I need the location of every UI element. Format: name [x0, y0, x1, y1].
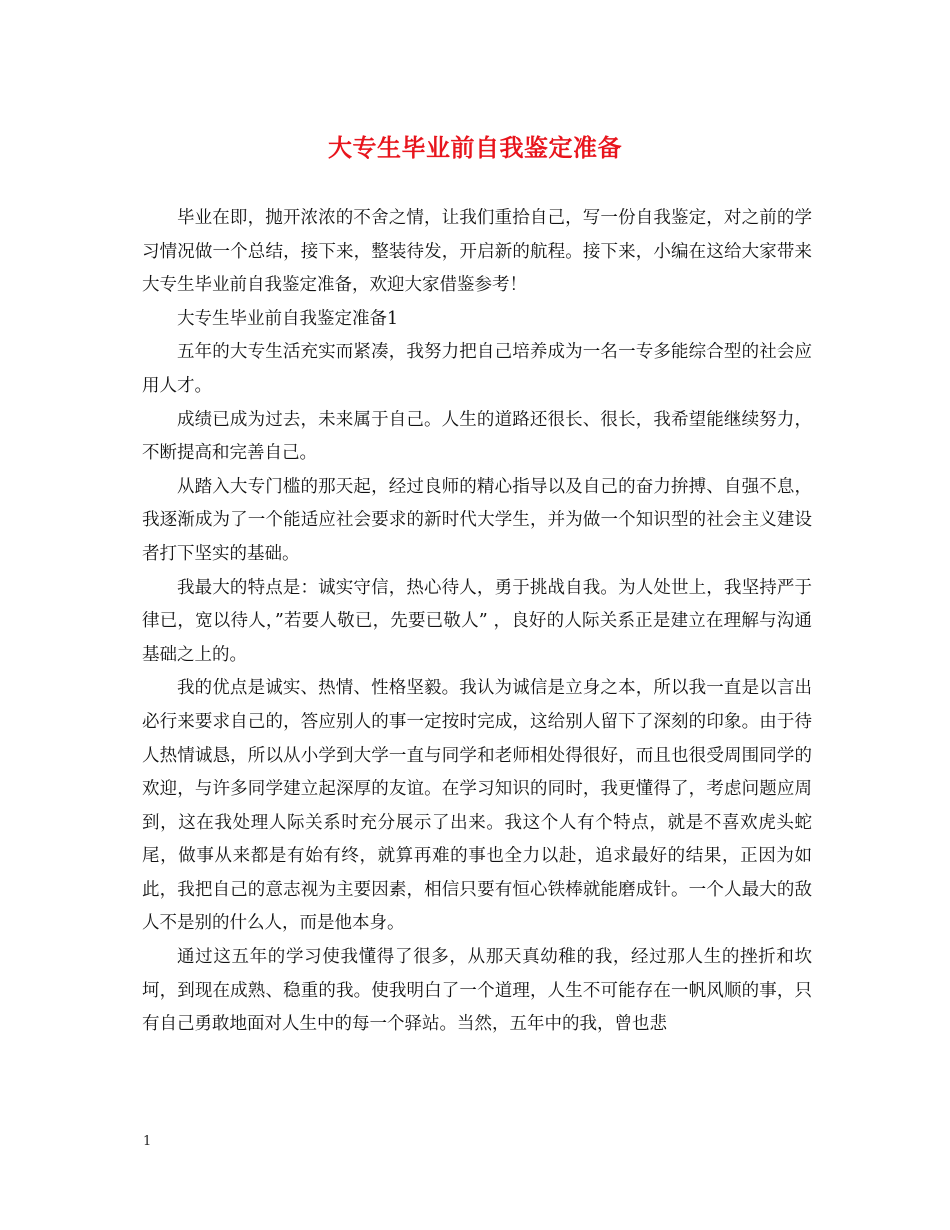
body-paragraph: 成绩已成为过去，未来属于自己。人生的道路还很长、很长，我希望能继续努力，不断提高和完善自己。 — [142, 409, 812, 464]
body-paragraph: 通过这五年的学习使我懂得了很多，从那天真幼稚的我，经过那人生的挫折和坎坷，到现在成熟、稳重的我。使我明白了一个道理，人生不可能存在一帆风顺的事，只有自己勇敢地面对人生中的每一个驿站。当然，五年中的我，曾也悲 — [142, 947, 812, 1035]
intro-paragraph: 毕业在即，抛开浓浓的不舍之情，让我们重拾自己，写一份自我鉴定，对之前的学习情况做一个总结，接下来，整装待发，开启新的航程。接下来，小编在这给大家带来大专生毕业前自我鉴定准备，欢迎大家借鉴参考！ — [142, 208, 812, 296]
page-number: 1 — [143, 1134, 152, 1149]
document-title: 大专生毕业前自我鉴定准备 — [328, 133, 622, 162]
body-paragraph: 五年的大专生活充实而紧凑，我努力把自己培养成为一名一专多能综合型的社会应用人才。 — [142, 342, 812, 396]
body-paragraph: 我最大的特点是：诚实守信，热心待人，勇于挑战自我。为人处世上，我坚持严于律已，宽以待人，”若要人敬已，先要已敬人” ，良好的人际关系正是建立在理解与沟通基础之上的。 — [142, 577, 812, 665]
body-paragraph: 我的优点是诚实、热情、性格坚毅。我认为诚信是立身之本，所以我一直是以言出必行来要求自己的，答应别人的事一定按时完成，这给别人留下了深刻的印象。由于待人热情诚恳，所以从小学到大学一直与同学和老师相处得很好，而且也很受周围同学的欢迎，与许多同学建立起深厚的友谊。在学习知识的同时，我更懂得了，考虑问题应周到，这在我处理人际关系时充分展示了出来。我这个人有个特点，就是不喜欢虎头蛇尾，做事从来都是有始有终，就算再难的事也全力以赴，追求最好的结果，正因为如此，我把自己的意志视为主要因素，相信只要有恒心铁棒就能磨成针。一个人最大的敌人不是别的什么人，而是他本身。 — [142, 678, 812, 934]
body-paragraph: 从踏入大专门槛的那天起，经过良师的精心指导以及自己的奋力拚搏、自强不息，我逐渐成为了一个能适应社会要求的新时代大学生，并为做一个知识型的社会主义建设者打下坚实的基础。 — [142, 476, 812, 564]
section-heading: 大专生毕业前自我鉴定准备1 — [177, 308, 399, 329]
document-body — [142, 202, 812, 1042]
